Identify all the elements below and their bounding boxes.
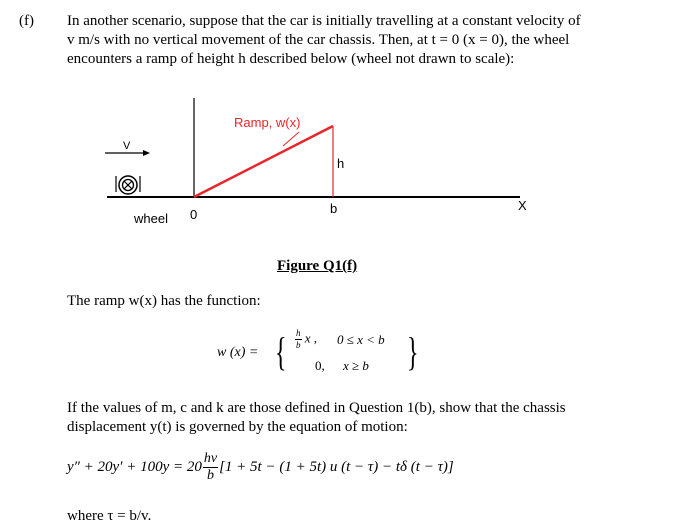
- ratio-numerator: h: [296, 328, 301, 338]
- case1-expression: [295, 329, 317, 350]
- where-clause: where τ = b/v.: [67, 508, 152, 524]
- case2-condition: x ≥ b: [343, 358, 369, 373]
- question-paragraph: [67, 399, 667, 437]
- equation-denominator: b: [206, 468, 214, 483]
- velocity-label: V: [123, 140, 131, 152]
- equation-rhs: [1 + 5t − (1 + 5t) u (t − τ) − tδ (t − τ)]: [219, 459, 454, 475]
- b-label: b: [330, 201, 338, 216]
- function-intro: The ramp w(x) has the function:: [67, 293, 261, 309]
- x-axis-label: X: [518, 198, 527, 213]
- ratio-denominator: b: [296, 340, 301, 350]
- part-label: (f): [19, 13, 34, 29]
- wheel-icon: [116, 176, 140, 194]
- left-brace: {: [275, 329, 287, 374]
- ramp-label: Ramp, w(x): [234, 115, 301, 130]
- intro-line-2: v m/s with no vertical movement of the car chassis. Then, at t = 0 (x = 0), the wheel: [67, 32, 570, 48]
- equation-of-motion: [67, 452, 454, 483]
- case2-expression: 0,: [315, 358, 325, 373]
- origin-label: 0: [190, 207, 198, 222]
- height-label: h: [337, 156, 345, 171]
- case1-condition: 0 ≤ x < b: [337, 332, 385, 347]
- question-line-2: displacement y(t) is governed by the equation of motion:: [67, 419, 408, 435]
- right-brace: }: [407, 329, 419, 374]
- intro-line-3: encounters a ramp of height h described below (wheel not drawn to scale):: [67, 51, 515, 67]
- equation-numerator: hv: [203, 451, 218, 466]
- equation-lhs: y″ + 20y′ + 100y = 20: [67, 459, 202, 475]
- function-lhs: w (x) =: [217, 345, 259, 360]
- intro-line-1: In another scenario, suppose that the car is initially travelling at a constant velocity of: [67, 13, 581, 29]
- wheel-label: wheel: [134, 211, 168, 226]
- case1-term: x ,: [304, 330, 318, 346]
- ramp-diagram: [0, 0, 673, 240]
- velocity-arrowhead: [143, 150, 150, 156]
- ramp-line: [194, 126, 333, 197]
- question-line-1: If the values of m, c and k are those defined in Question 1(b), show that the chassis: [67, 400, 566, 416]
- figure-caption: Figure Q1(f): [277, 258, 358, 274]
- piecewise-equation: [217, 328, 432, 380]
